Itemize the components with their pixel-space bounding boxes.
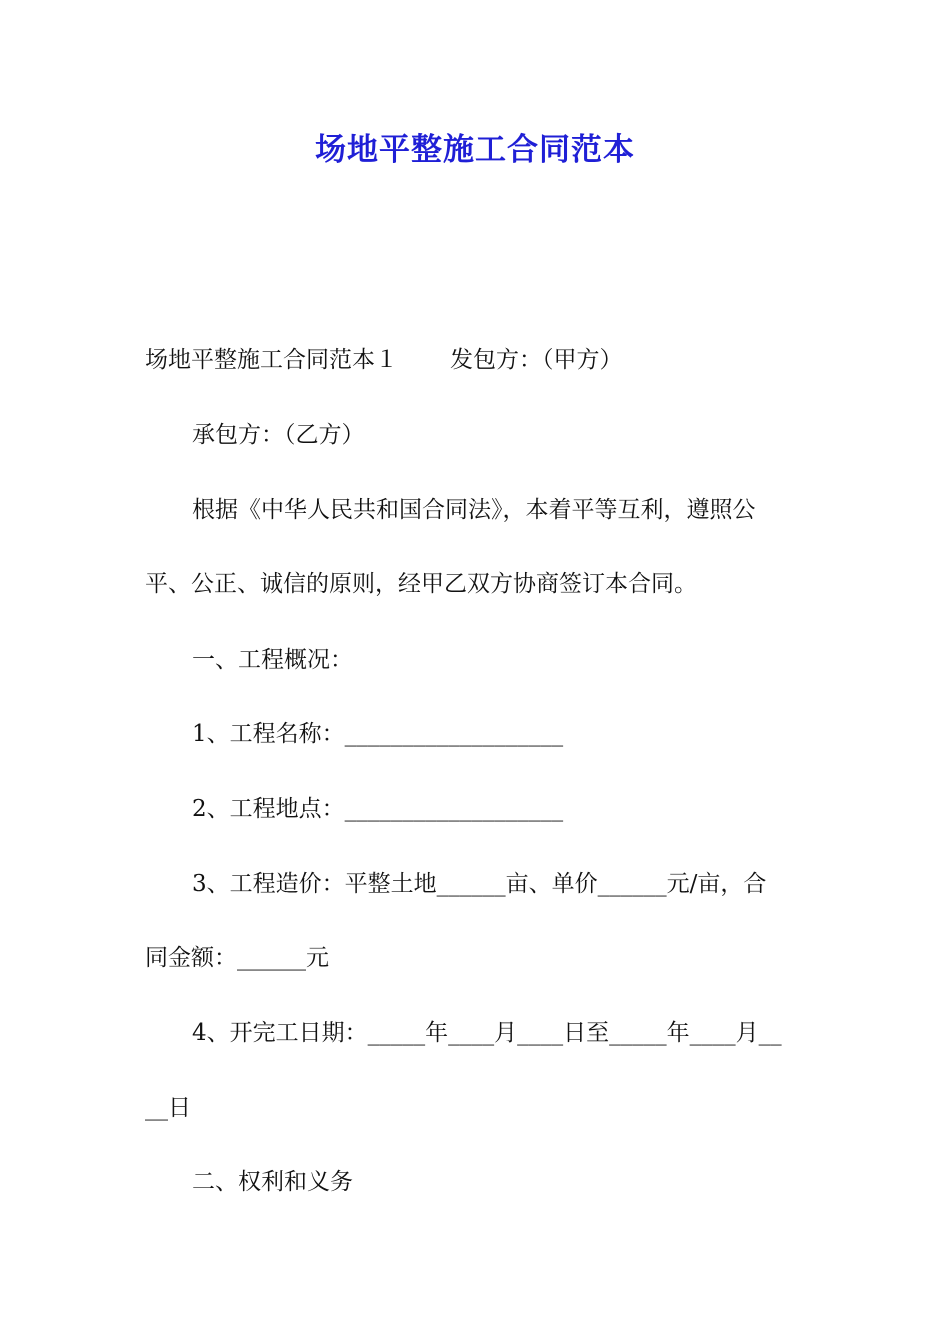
section-heading-rights: 二、权利和义务	[192, 1169, 353, 1195]
contractor-party: 承包方：（乙方）	[192, 422, 365, 448]
paragraph-intro-line2: 平、公正、诚信的原则，经甲乙双方协商签订本合同。	[145, 571, 697, 597]
section-heading-overview: 一、工程概况：	[192, 647, 353, 673]
contract-subtitle: 场地平整施工合同范本１	[145, 347, 398, 373]
employer-party: 发包方：（甲方）	[450, 347, 623, 373]
project-cost-line2: 同金额：______元	[145, 945, 329, 971]
project-location-line: 2、工程地点：___________________	[192, 796, 564, 822]
document-title: 场地平整施工合同范本	[315, 132, 635, 168]
project-dates-line1: 4、开完工日期：_____年____月____日至_____年____月__	[192, 1020, 782, 1046]
project-name-line: 1、工程名称：___________________	[192, 721, 564, 747]
paragraph-heading-line	[145, 344, 623, 376]
project-cost-line1: 3、工程造价：平整土地______亩、单价______元/亩，合	[192, 871, 767, 897]
project-dates-line2: __日	[145, 1095, 191, 1121]
paragraph-intro-line1: 根据《中华人民共和国合同法》，本着平等互利，遵照公	[192, 497, 756, 523]
